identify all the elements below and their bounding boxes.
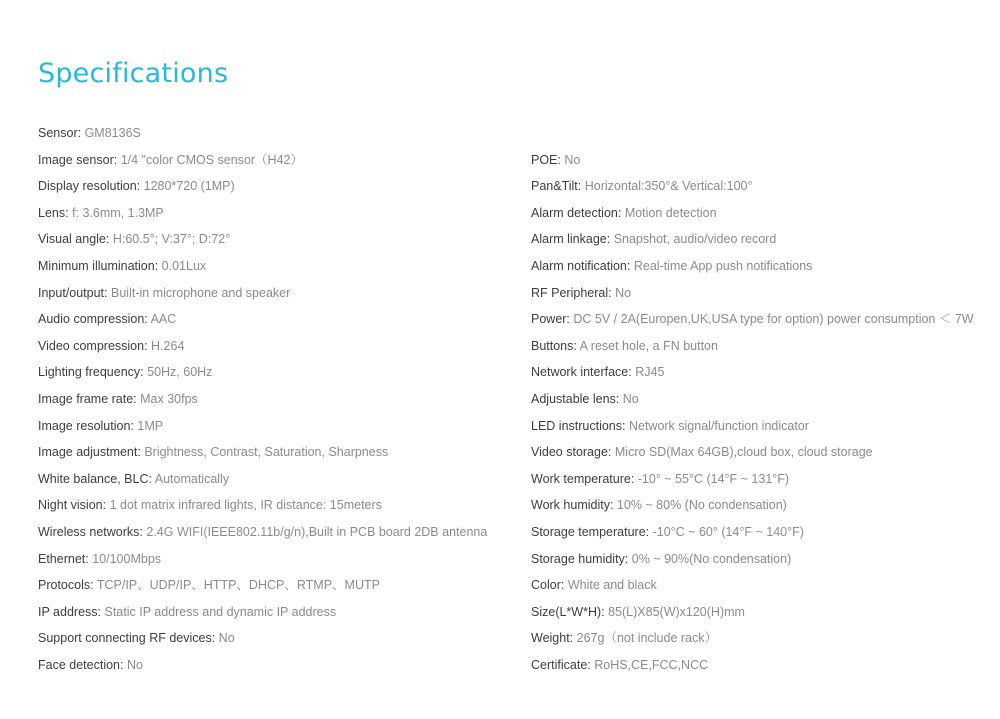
spec-value: 1/4 "color CMOS sensor（H42） [120, 152, 303, 167]
spec-label: Power: [531, 312, 570, 327]
spec-row [531, 200, 717, 226]
spec-label: Visual angle: [38, 232, 110, 247]
spec-row [531, 333, 718, 359]
spec-label: RF Peripheral: [531, 285, 612, 300]
spec-label: Network interface: [531, 365, 632, 380]
spec-row [38, 519, 487, 545]
spec-value: f: 3.6mm, 1.3MP [72, 205, 164, 220]
spec-row [531, 306, 974, 332]
spec-label: Lighting frequency: [38, 365, 144, 380]
spec-label: Night vision: [38, 498, 107, 513]
spec-row [531, 466, 789, 492]
spec-row [531, 625, 717, 651]
spec-row [38, 492, 382, 518]
page-title: Specifications [38, 58, 229, 89]
spec-label: White balance, BLC: [38, 471, 152, 486]
spec-value: GM8136S [84, 126, 141, 140]
spec-value: Max 30fps [140, 392, 198, 406]
spec-value: -10°C ~ 60° (14°F ~ 140°F) [652, 525, 804, 539]
spec-label: Video compression: [38, 338, 148, 353]
spec-label: IP address: [38, 604, 102, 619]
spec-value: Network signal/function indicator [628, 418, 809, 433]
spec-label: Display resolution: [38, 179, 141, 194]
spec-row [531, 519, 804, 545]
spec-label: Adjustable lens: [531, 392, 620, 406]
spec-label: Alarm notification: [531, 259, 631, 273]
spec-value: No [564, 152, 581, 167]
spec-row [38, 359, 212, 385]
spec-value: White and black [567, 578, 657, 593]
spec-value: Motion detection [624, 205, 717, 220]
spec-label: Protocols: [38, 578, 94, 593]
spec-row [38, 200, 164, 226]
spec-label: Weight: [531, 631, 574, 646]
spec-row [531, 359, 664, 385]
spec-label: Minimum illumination: [38, 259, 159, 273]
spec-row [38, 147, 303, 173]
spec-value: RoHS,CE,FCC,NCC [594, 658, 709, 672]
spec-label: Buttons: [531, 338, 577, 353]
spec-value: 85(L)X85(W)x120(H)mm [608, 604, 745, 619]
spec-label: Wireless networks: [38, 525, 143, 539]
spec-row [531, 546, 791, 572]
spec-label: Support connecting RF devices: [38, 631, 216, 646]
spec-row [38, 173, 235, 199]
spec-row [531, 652, 708, 678]
spec-label: Input/output: [38, 285, 108, 300]
spec-value: Brightness, Contrast, Saturation, Sharpness [144, 445, 389, 460]
spec-value: -10° ~ 55°C (14°F ~ 131°F) [637, 471, 790, 486]
spec-value: 267g（not include rack） [576, 631, 717, 646]
spec-label: Lens: [38, 205, 69, 220]
spec-row [531, 226, 776, 252]
spec-label: Work temperature: [531, 471, 635, 486]
spec-label: Size(L*W*H): [531, 604, 605, 619]
spec-row [531, 253, 812, 279]
spec-value: 50Hz, 60Hz [147, 365, 213, 380]
spec-value: H:60.5°; V:37°; D:72° [112, 232, 231, 247]
spec-row [38, 413, 163, 439]
spec-value: No [622, 392, 639, 406]
spec-label: Alarm detection: [531, 205, 622, 220]
spec-value: No [126, 658, 143, 672]
spec-value: Horizontal:350°& Vertical:100° [584, 179, 753, 194]
spec-value: A reset hole, a FN button [579, 338, 718, 353]
spec-value: Snapshot, audio/video record [613, 232, 777, 247]
spec-value: H.264 [151, 338, 185, 353]
spec-value: Built-in microphone and speaker [111, 285, 291, 300]
spec-label: Image adjustment: [38, 445, 141, 460]
spec-row [38, 226, 230, 252]
spec-value: No [615, 285, 632, 300]
spec-value: Automatically [154, 471, 230, 486]
spec-label: Storage temperature: [531, 525, 650, 539]
spec-label: Storage humidity: [531, 551, 629, 566]
spec-row [531, 413, 809, 439]
spec-value: 1280*720 (1MP) [143, 179, 235, 194]
spec-label: Certificate: [531, 658, 591, 672]
spec-value: Real-time App push notifications [633, 259, 813, 273]
spec-label: Face detection: [38, 658, 124, 672]
spec-row [531, 147, 580, 173]
spec-value: 2.4G WIFI(IEEE802.11b/g/n),Built in PCB board 2DB antenna [146, 525, 488, 539]
spec-row [531, 439, 873, 465]
spec-label: POE: [531, 152, 561, 167]
spec-row [531, 492, 787, 518]
spec-row [38, 120, 141, 146]
spec-label: Image frame rate: [38, 392, 137, 406]
spec-row [531, 280, 631, 306]
spec-row [531, 572, 657, 598]
spec-value: RJ45 [635, 365, 665, 380]
spec-value: 10/100Mbps [92, 551, 162, 566]
spec-value: 0% ~ 90%(No condensation) [631, 551, 792, 566]
spec-label: Sensor: [38, 126, 82, 140]
spec-row [38, 599, 336, 625]
spec-value: 10% ~ 80% (No condensation) [616, 498, 787, 513]
spec-row [38, 439, 388, 465]
spec-value: AAC [150, 312, 177, 327]
spec-value: DC 5V / 2A(Europen,UK,USA type for option) power consumption ＜ 7W [573, 312, 974, 327]
spec-row [531, 386, 639, 412]
spec-label: Color: [531, 578, 565, 593]
spec-row [38, 625, 235, 651]
spec-label: Pan&Tilt: [531, 179, 582, 194]
spec-row [38, 280, 290, 306]
spec-value: No [218, 631, 235, 646]
spec-row [38, 652, 143, 678]
spec-label: Work humidity: [531, 498, 614, 513]
spec-value: TCP/IP、UDP/IP、HTTP、DHCP、RTMP、MUTP [96, 578, 380, 593]
spec-label: Video storage: [531, 445, 612, 460]
spec-value: Static IP address and dynamic IP address [104, 604, 337, 619]
spec-row [38, 572, 380, 598]
spec-row [38, 333, 184, 359]
spec-row [38, 253, 206, 279]
spec-row [531, 599, 745, 625]
spec-label: Ethernet: [38, 551, 89, 566]
spec-label: LED instructions: [531, 418, 626, 433]
spec-row [38, 466, 229, 492]
spec-label: Image sensor: [38, 152, 118, 167]
spec-value: 1 dot matrix infrared lights, IR distance: 15meters [109, 498, 382, 513]
spec-row [38, 306, 176, 332]
spec-value: 1MP [137, 418, 164, 433]
spec-row [38, 386, 198, 412]
spec-row [38, 546, 161, 572]
spec-value: 0.01Lux [161, 259, 207, 273]
spec-label: Image resolution: [38, 418, 134, 433]
spec-label: Audio compression: [38, 312, 148, 327]
spec-label: Alarm linkage: [531, 232, 611, 247]
spec-row [531, 173, 752, 199]
spec-value: Micro SD(Max 64GB),cloud box, cloud storage [614, 445, 873, 460]
